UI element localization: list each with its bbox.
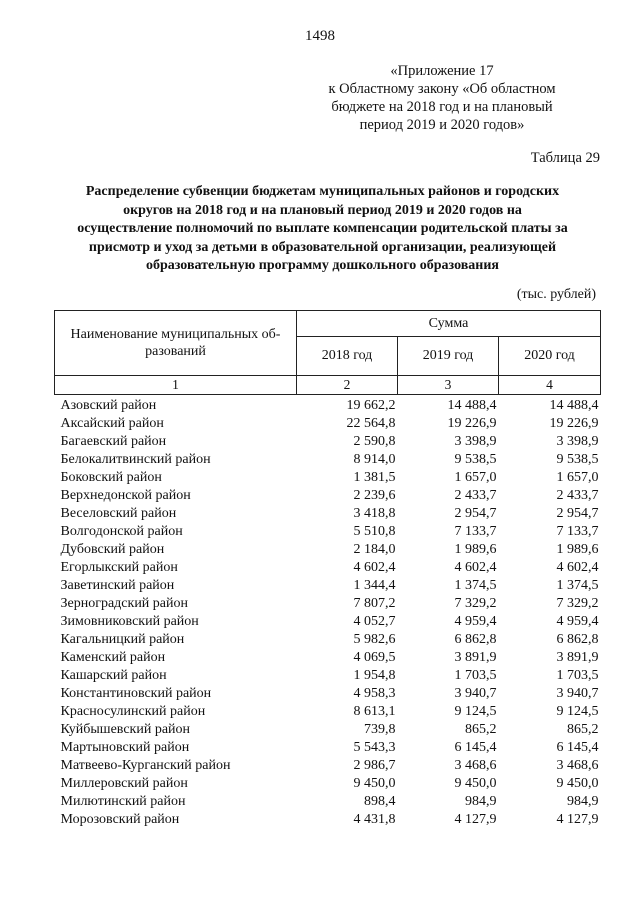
amount-cell: 3 468,6 <box>454 758 497 773</box>
municipality-name: Аксайский район <box>60 416 164 431</box>
municipality-name: Азовский район <box>60 398 157 413</box>
amount-cell: 9 538,5 <box>556 452 599 467</box>
header-name: Наименование муниципальных об-разований <box>55 311 297 376</box>
table-row <box>55 523 601 541</box>
amount-cell: 6 862,8 <box>454 632 497 647</box>
table-row <box>55 469 601 487</box>
amount-cell: 1 954,8 <box>353 668 396 683</box>
table-row <box>55 811 601 829</box>
table-row <box>55 577 601 595</box>
municipality-name: Константиновский район <box>60 686 212 701</box>
column-number: 3 <box>398 376 499 395</box>
table-row <box>55 757 601 775</box>
amount-cell: 3 398,9 <box>556 434 599 449</box>
amount-cell: 1 381,5 <box>353 470 396 485</box>
amount-cell: 4 958,3 <box>353 686 396 701</box>
municipality-name: Милютинский район <box>60 794 186 809</box>
amount-cell: 2 954,7 <box>454 506 497 521</box>
table-label: Таблица 29 <box>530 150 600 166</box>
amount-cell: 4 959,4 <box>556 614 599 629</box>
amount-cell: 1 657,0 <box>454 470 497 485</box>
amount-cell: 8 914,0 <box>353 452 396 467</box>
title-line: образовательную программу дошкольного образования <box>145 258 500 273</box>
municipality-name: Верхнедонской район <box>60 488 191 503</box>
column-number: 2 <box>297 376 398 395</box>
table-row <box>55 451 601 469</box>
amount-cell: 3 398,9 <box>454 434 497 449</box>
municipality-name: Каменский район <box>60 650 166 665</box>
amount-cell: 6 145,4 <box>454 740 497 755</box>
amount-cell: 865,2 <box>567 722 599 737</box>
amount-cell: 5 982,6 <box>353 632 396 647</box>
amount-cell: 8 613,1 <box>353 704 396 719</box>
table-row <box>55 631 601 649</box>
municipality-name: Кашарский район <box>60 668 167 683</box>
amount-cell: 19 226,9 <box>549 416 599 431</box>
title-line: присмотр и уход за детьми в образовательной организации, реализующей <box>88 239 557 255</box>
municipality-name: Куйбышевский район <box>60 722 191 737</box>
municipality-name: Веселовский район <box>60 506 177 521</box>
amount-cell: 7 329,2 <box>454 596 497 611</box>
amount-cell: 865,2 <box>465 722 497 737</box>
municipality-name: Багаевский район <box>60 434 167 449</box>
amount-cell: 2 433,7 <box>454 488 497 503</box>
table-row <box>55 613 601 631</box>
header-sum: Сумма <box>297 311 601 337</box>
municipality-name: Волгодонской район <box>60 524 183 539</box>
amount-cell: 3 418,8 <box>353 506 396 521</box>
amount-cell: 5 510,8 <box>353 524 396 539</box>
column-number: 1 <box>55 376 297 395</box>
amount-cell: 4 052,7 <box>353 614 396 629</box>
amount-cell: 4 069,5 <box>353 650 396 665</box>
appendix-line: бюджете на 2018 год и на плановый <box>331 99 553 115</box>
municipality-name: Заветинский район <box>60 578 175 593</box>
table-row <box>55 505 601 523</box>
amount-cell: 3 891,9 <box>556 650 599 665</box>
amount-cell: 1 703,5 <box>454 668 497 683</box>
table-row <box>55 685 601 703</box>
table-row <box>55 415 601 433</box>
table-row <box>55 739 601 757</box>
amount-cell: 2 590,8 <box>353 434 396 449</box>
table-row <box>55 667 601 685</box>
table-row <box>55 395 601 416</box>
table-row <box>55 559 601 577</box>
amount-cell: 4 431,8 <box>353 812 396 827</box>
table-row <box>55 433 601 451</box>
amount-cell: 9 124,5 <box>454 704 497 719</box>
amount-cell: 9 450,0 <box>353 776 396 791</box>
municipality-name: Миллеровский район <box>60 776 188 791</box>
amount-cell: 2 184,0 <box>353 542 396 557</box>
amount-cell: 7 329,2 <box>556 596 599 611</box>
municipality-name: Красносулинский район <box>60 704 206 719</box>
amount-cell: 7 133,7 <box>556 524 599 539</box>
amount-cell: 9 538,5 <box>454 452 497 467</box>
municipality-name: Зимовниковский район <box>60 614 199 629</box>
amount-cell: 1 989,6 <box>454 542 497 557</box>
municipality-name: Белокалитвинский район <box>60 452 211 467</box>
units-label: (тыс. рублей) <box>516 287 596 302</box>
municipality-name: Кагальницкий район <box>60 632 185 647</box>
header-year: 2019 год <box>398 337 499 376</box>
amount-cell: 2 239,6 <box>353 488 396 503</box>
amount-cell: 3 891,9 <box>454 650 497 665</box>
amount-cell: 1 374,5 <box>556 578 599 593</box>
amount-cell: 1 374,5 <box>454 578 497 593</box>
table-row <box>55 721 601 739</box>
amount-cell: 4 602,4 <box>353 560 396 575</box>
amount-cell: 22 564,8 <box>346 416 396 431</box>
amount-cell: 4 602,4 <box>454 560 497 575</box>
document-title <box>50 183 595 276</box>
amount-cell: 1 703,5 <box>556 668 599 683</box>
amount-cell: 19 662,2 <box>346 398 396 413</box>
amount-cell: 984,9 <box>567 794 599 809</box>
municipality-name: Матвеево-Курганский район <box>60 758 231 773</box>
amount-cell: 1 344,4 <box>353 578 396 593</box>
title-line: округов на 2018 год и на плановый период 2019 и 2020 годов на <box>123 202 522 218</box>
amount-cell: 14 488,4 <box>549 398 599 413</box>
amount-cell: 9 450,0 <box>556 776 599 791</box>
amount-cell: 6 862,8 <box>556 632 599 647</box>
amount-cell: 898,4 <box>364 794 396 809</box>
municipality-name: Егорлыкский район <box>60 560 178 575</box>
page-number: 1498 <box>305 28 335 44</box>
municipality-name: Морозовский район <box>60 812 180 827</box>
amount-cell: 9 124,5 <box>556 704 599 719</box>
appendix-line: к Областному закону «Об областном <box>328 81 556 97</box>
appendix-reference <box>308 62 576 134</box>
table-row <box>55 775 601 793</box>
appendix-line: «Приложение 17 <box>390 63 494 79</box>
amount-cell: 3 940,7 <box>454 686 497 701</box>
header-year: 2020 год <box>499 337 601 376</box>
table-row <box>55 487 601 505</box>
amount-cell: 4 959,4 <box>454 614 497 629</box>
amount-cell: 5 543,3 <box>353 740 396 755</box>
amount-cell: 2 954,7 <box>556 506 599 521</box>
amount-cell: 19 226,9 <box>447 416 497 431</box>
column-number: 4 <box>499 376 601 395</box>
header-year: 2018 год <box>297 337 398 376</box>
table-row <box>55 541 601 559</box>
amount-cell: 3 468,6 <box>556 758 599 773</box>
amount-cell: 739,8 <box>364 722 396 737</box>
table-row <box>55 595 601 613</box>
amount-cell: 984,9 <box>465 794 497 809</box>
amount-cell: 2 433,7 <box>556 488 599 503</box>
amount-cell: 7 133,7 <box>454 524 497 539</box>
amount-cell: 7 807,2 <box>353 596 396 611</box>
amount-cell: 9 450,0 <box>454 776 497 791</box>
amount-cell: 2 986,7 <box>353 758 396 773</box>
municipality-name: Зерноградский район <box>60 596 188 611</box>
subvention-table <box>54 310 601 829</box>
title-line: Распределение субвенции бюджетам муниципальных районов и городских <box>85 184 560 199</box>
amount-cell: 4 127,9 <box>454 812 497 827</box>
amount-cell: 4 127,9 <box>556 812 599 827</box>
amount-cell: 1 989,6 <box>556 542 599 557</box>
amount-cell: 3 940,7 <box>556 686 599 701</box>
title-line: осуществление полномочий по выплате компенсации родительской платы за <box>77 221 568 236</box>
municipality-name: Мартыновский район <box>60 740 190 755</box>
amount-cell: 6 145,4 <box>556 740 599 755</box>
table-row <box>55 793 601 811</box>
municipality-name: Боковский район <box>60 470 162 485</box>
appendix-line: период 2019 и 2020 годов» <box>359 117 525 133</box>
table-body <box>55 395 601 830</box>
table-row <box>55 703 601 721</box>
table-row <box>55 649 601 667</box>
amount-cell: 4 602,4 <box>556 560 599 575</box>
amount-cell: 14 488,4 <box>447 398 497 413</box>
municipality-name: Дубовский район <box>60 542 165 557</box>
amount-cell: 1 657,0 <box>556 470 599 485</box>
